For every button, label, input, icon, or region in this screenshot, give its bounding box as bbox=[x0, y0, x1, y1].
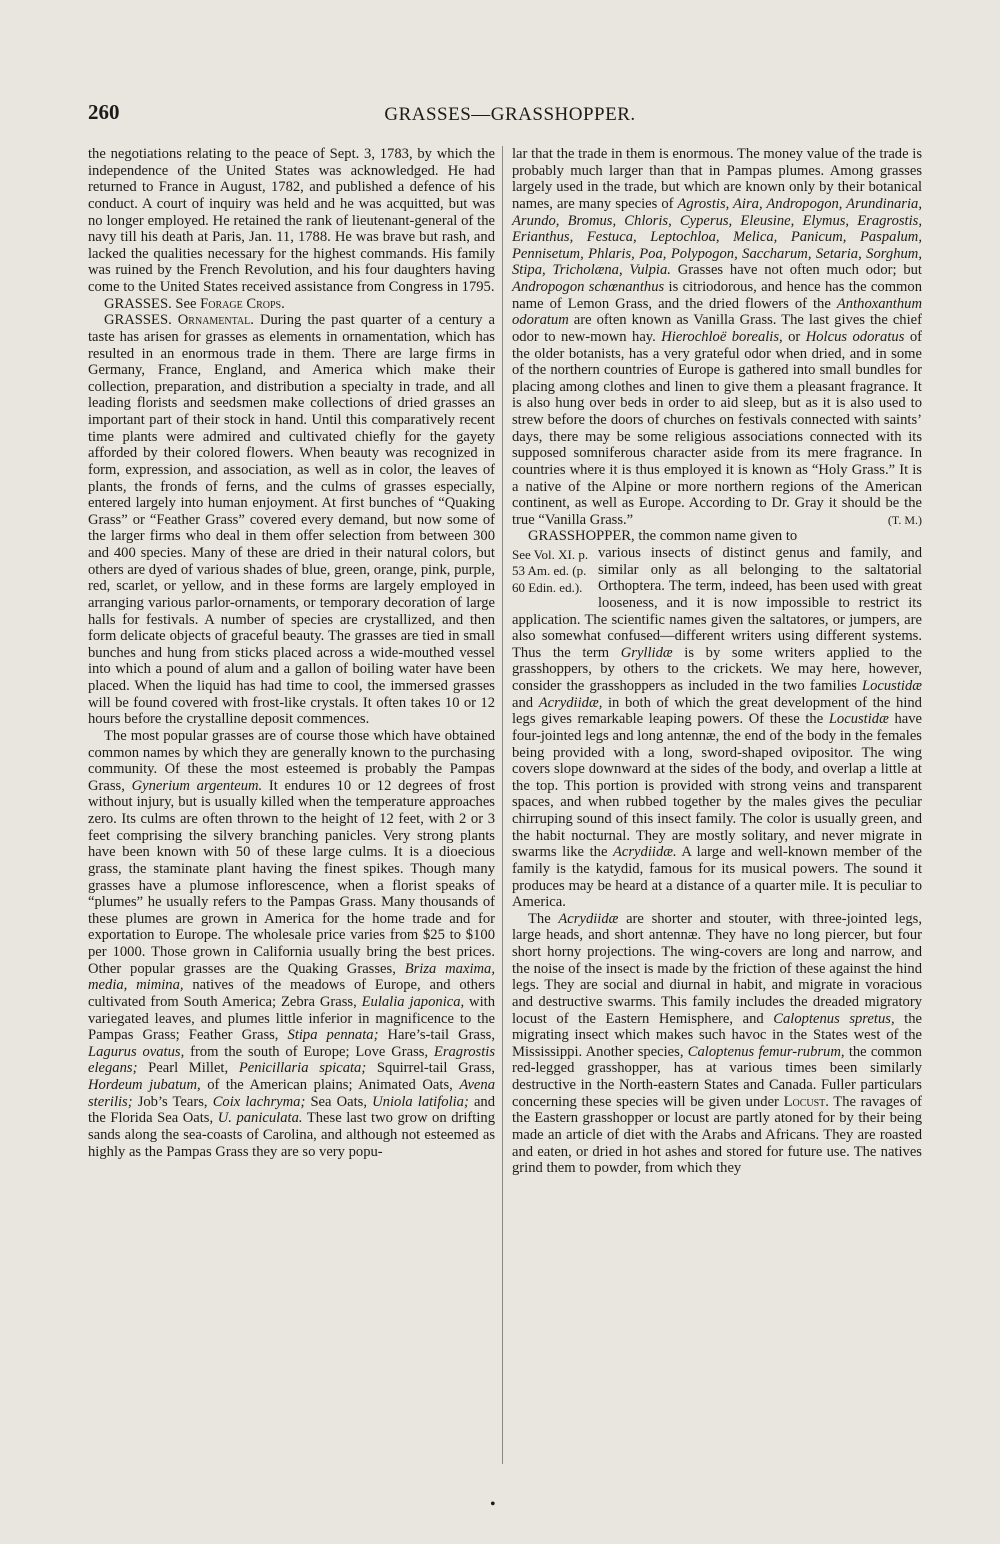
footer-mark: • bbox=[490, 1496, 496, 1513]
cross-reference: Locust. bbox=[783, 1093, 829, 1110]
paragraph-continuation: the negotiations relating to the peace of Sept. 3, 1783, by which the independence of the United States was acknowledged. He had returned to France in August, 1782, and published a defence of his conduct. A court of inquiry was held and he was acquitted, but was no longer employed. He retained the rank of lieutenant-general of the navy till his death at Paris, Jan. 11, 1788. He was brave but rash, and lacked the qualities necessary for the highest commands. His family was ruined by the French Revolution, and his four daughters having come to the United States received assistance from Congress in 1795. bbox=[88, 146, 495, 295]
entry-grasses: GRASSES. See Forage Crops. bbox=[104, 295, 285, 312]
entry-grasshopper-body: See Vol. XI. p. 53 Am. ed. (p. 60 Edin. ed.). various insects of distinct genus and family, and similar only as all belonging to the saltatorial Orthoptera. The term, indeed, has been used with great looseness, and it is now impossible to restrict its application. The scientific names given the saltatores, or jumpers, are also somewhat confused—different writers using different systems. Thus the term Gryllidæ is by some writers applied to the grasshoppers, by others to the crickets. We may here, however, consider the grasshoppers as included in the two families Locustidæ and Acrydiidæ, in both of which the great development of the hind legs gives remarkable leaping powers. Of these the Locustidæ have four-jointed legs and long antennæ, the end of the body in the females being provided with a long, sword-shaped ovipositor. The wing covers slope downward at the sides of the body, and overlap a little at the top. This portion is provided with strong veins and transparent spaces, and when rubbed together by the males gives the peculiar chirruping sound of this insect family. The color is usually green, and the habit nocturnal. They are mostly solitary, and never migrate in swarms like the Acrydiidæ. A large and well-known member of the family is the katydid, famous for its musical powers. The sound it produces may be heard at a distance of a quarter mile. It is peculiar to America. bbox=[512, 545, 923, 911]
cross-reference: Forage Crops. bbox=[200, 295, 285, 312]
running-head: GRASSES—GRASSHOPPER. bbox=[384, 104, 636, 125]
entry-grasses-ornamental: GRASSES. Ornamental. During the past quarter of a century a taste has arisen for grasses as elements in ornamentation, which has resulted in an enormous trade in them. There are large firms in Germany, France, England, and America which make their collection, preparation, and distribution a specialty in trade, and all leading florists and seedsmen make collections of dried grasses an important part of their stock in hand. Until this comparatively recent time plants were admired and cultivated chiefly for the gayety afforded by their colored flowers. When beauty was recognized in form, expression, and association, as well as in color, the leaves of plants, the fronds of ferns, and the culms of grasses especially, entered largely into human enjoyment. At first bunches of “Quaking Grass” or “Feather Grass” covered every demand, but now some of the larger firms who deal in them offer selection from between 300 and 400 species. Many of these are dried in their natural colors, but others are dyed of various shades of blue, green, orange, pink, purple, red, scarlet, or yellow, and in these forms are largely employed in arranging various parlor-ornaments, or temporary decoration of large halls for festivals. A number of species are crystallized, and then form delicate objects of graceful beauty. The grasses are tied in small bunches and hung from sticks placed across a wide-mouthed vessel into which a pound of alum and a gallon of boiling water have been placed. When the liquid has had time to cool, the immersed grasses will be found covered with frost-like crystals. It often takes 10 or 12 hours before the crystalline deposit commences. bbox=[88, 312, 495, 728]
page-number: 260 bbox=[88, 100, 120, 124]
left-column bbox=[88, 146, 495, 1160]
author-initials: (T. M.) bbox=[887, 512, 922, 527]
entry-head: GRASSES. bbox=[104, 295, 172, 312]
entry-head: GRASSES. bbox=[104, 312, 172, 329]
side-note: See Vol. XI. p. 53 Am. ed. (p. 60 Edin. ed.). bbox=[512, 547, 589, 595]
paragraph-acrydiidae: The Acrydiidæ are shorter and stouter, with three-jointed legs, large heads, and short antennæ. They have no long piercer, but four short horny projections. The wing-covers are long and narrow, and the noise of the insect is made by the friction of these against the hind legs. They are social and diurnal in habit, and migrate in voracious and destructive swarms. This family includes the dreaded migratory locust of the Eastern Hemisphere, and Caloptenus spretus, the migrating insect which makes such havoc in the States west of the Mississippi. Another species, Caloptenus femur-rubrum, the common red-legged grasshopper, has at various times been similarly destructive in the North-eastern States and Canada. Fuller particulars concerning these species will be given under Locust. The ravages of the Eastern grasshopper or locust are partly atoned for by their being made an article of diet with the Arabs and Africans. They are roasted and eaten, or dried in hot ashes and stored for future use. The natives grind them to powder, from which they bbox=[512, 910, 923, 1177]
paragraph-popular-grasses: The most popular grasses are of course those which have obtained common names by which they are generally known to the purchasing community. Of these the most esteemed is probably the Pampas Grass, Gynerium argenteum. It endures 10 or 12 degrees of frost without injury, but is usually killed when the temperature approaches zero. Its culms are often thrown to the height of 12 feet, with 2 or 3 feet comprising the silvery branching panicles. Very strong plants have been known with 50 of these large culms. It is a dioecious grass, the staminate plant having the finest spikes. Though many grasses have a plumose inflorescence, when a florist speaks of “plumes” he usually refers to the Pampas Grass. Many thousands of these plumes are grown in America for the home trade and for exportation to Europe. The wholesale price varies from $25 to $100 per 1000. Those grown in California usually bring the best prices. Other popular grasses are the Quaking Grasses, Briza maxima, media, mimina, natives of the meadows of Europe, and others cultivated from South America; Zebra Grass, Eulalia japonica, with variegated leaves, and plumes little inferior in magnificence to the Pampas Grass; Feather Grass, Stipa pennata; Hare’s-tail Grass, Lagurus ovatus, from the south of Europe; Love Grass, Eragrostis elegans; Pearl Millet, Penicillaria spicata; Squirrel-tail Grass, Hordeum jubatum, of the American plains; Animated Oats, Avena sterilis; Job’s Tears, Coix lachryma; Sea Oats, Uniola latifolia; and the Florida Sea Oats, U. paniculata. These last two grow on drifting sands along the sea-coasts of Carolina, and although not esteemed as highly as the Pampas Grass they are so very popu- bbox=[88, 727, 496, 1160]
right-column bbox=[512, 146, 922, 1177]
entry-head: GRASSHOPPER, bbox=[528, 528, 635, 545]
column-divider bbox=[502, 146, 503, 1464]
paragraph-continuation: lar that the trade in them is enormous. The money value of the trade is probably much larger than that in Pampas plumes. Among grasses largely used in the trade, but which are known only by their botanical names, are many species of Agrostis, Aira, Andropogon, Arundinaria, Arundo, Bromus, Chloris, Cyperus, Eleusine, Elymus, Eragrostis, Erianthus, Festuca, Leptochloa, Melica, Panicum, Paspalum, Pennisetum, Phlaris, Poa, Polypogon, Saccharum, Setaria, Sorghum, Stipa, Tricholæna, Vulpia. Grasses have not often much odor; but Andropogon schœnanthus is citriodorous, and hence has the common name of Lemon Grass, and the dried flowers of the Anthoxanthum odoratum are often known as Vanilla Grass. The last gives the chief odor to new-mown hay. Hierochloë borealis, or Holcus odoratus of the older botanists, has a very grateful odor when dried, and in some of the northern countries of Europe is gathered into small bundles for placing among clothes and linen to give them a pleasant fragrance. It is also hung over beds in order to aid sleep, but as it is also used to strew before the doors of churches on festivals connected with saints’ days, there may be some religious associations connected with its supposed somniferous character aside from its mere fragrance. In countries where it is thus employed it is known as “Holy Grass.” It is a native of the Alpine or more northern regions of the American continent, as well as Europe. According to Dr. Gray it should be the true “Vanilla Grass.” (T. M.) bbox=[512, 146, 923, 528]
page-header bbox=[88, 100, 912, 134]
entry-grasshopper: GRASSHOPPER, the common name given to bbox=[528, 528, 798, 545]
